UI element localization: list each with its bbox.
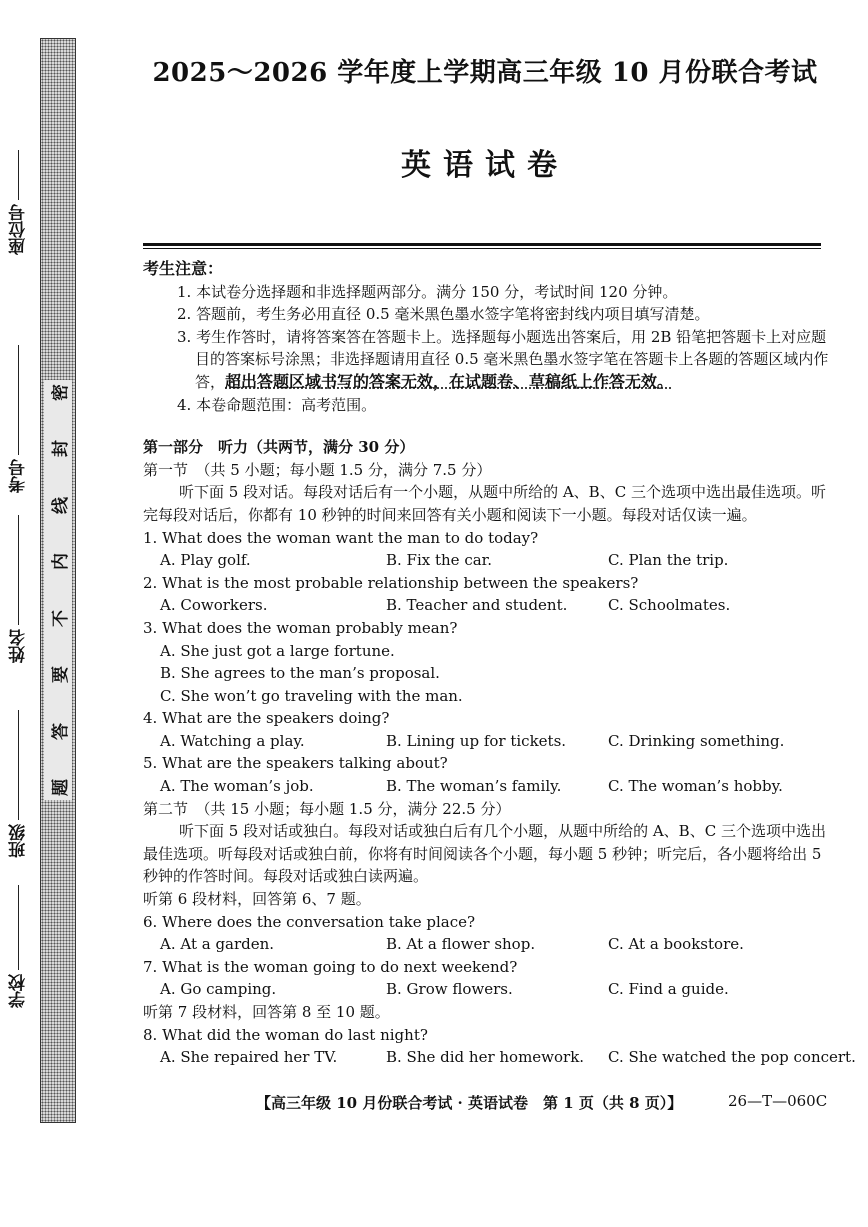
question: 6. Where does the conversation take place? [143, 912, 476, 931]
seal-char: 密 [50, 384, 71, 401]
part-heading: 第一部分 听力（共两节，满分 30 分） [143, 438, 415, 457]
name-field[interactable] [2, 515, 34, 663]
options-row [143, 933, 833, 956]
option-c[interactable]: C. Plan the trip. [608, 551, 729, 570]
option-b[interactable]: B. She did her homework. [386, 1048, 585, 1067]
question: 3. What does the woman probably mean? [143, 618, 458, 637]
option-c[interactable]: C. The woman’s hobby. [608, 777, 783, 796]
options-row [143, 594, 833, 617]
question: 7. What is the woman going to do next weekend? [143, 957, 518, 976]
exam-code: 26—T—060C [728, 1092, 828, 1110]
section-heading: 第一节 （共 5 小题；每小题 1.5 分，满分 7.5 分） [143, 460, 492, 479]
options-row [143, 978, 833, 1001]
seal-char: 要 [50, 666, 71, 684]
section-instructions: 听下面 5 段对话或独白。每段对话或独白后有几个小题，从题中所给的 A、B、C 三个选项中选出最佳选项。听每段对话或独白前，你将有时间阅读各个小题，每小题 5 秒钟；听完后，各小题将给出 5 秒钟的作答时间。每段对话或独白读两遍。 [143, 822, 826, 886]
notice-emphasis: 超出答题区域书写的答案无效，在试题卷、草稿纸上作答无效。 [225, 371, 674, 391]
option-a[interactable]: A. She repaired her TV. [160, 1048, 338, 1067]
option-b[interactable]: B. She agrees to the man’s proposal. [160, 664, 440, 683]
notice-item [143, 326, 833, 394]
material-note: 听第 6 段材料，回答第 6、7 题。 [143, 890, 371, 909]
option-b[interactable]: B. The woman’s family. [386, 777, 562, 796]
notice-item: 2. 答题前，考生务必用直径 0.5 毫米黑色墨水签字笔将密封线内项目填写清楚。 [177, 305, 710, 324]
option-a[interactable]: A. The woman’s job. [160, 777, 314, 796]
options-row [143, 549, 833, 572]
school-label: 学校 [8, 974, 29, 1008]
section-instructions: 听下面 5 段对话。每段对话后有一个小题，从题中所给的 A、B、C 三个选项中选出最佳选项。听完每段对话后，你都有 10 秒钟的时间来回答有关小题和阅读下一小题。每段对话仅读一遍。 [143, 483, 826, 524]
name-label: 姓名 [8, 629, 29, 663]
question: 1. What does the woman want the man to do today? [143, 528, 539, 547]
option-b[interactable]: B. Teacher and student. [386, 596, 568, 615]
options-row [143, 730, 833, 753]
option-a[interactable]: A. Coworkers. [160, 596, 268, 615]
class-field[interactable] [2, 710, 34, 858]
question: 4. What are the speakers doing? [143, 709, 390, 728]
class-label: 班级 [8, 824, 29, 858]
option-a[interactable]: A. Go camping. [160, 980, 277, 999]
option-c[interactable]: C. At a bookstore. [608, 935, 744, 954]
question: 2. What is the most probable relationship between the speakers? [143, 573, 639, 592]
option-c[interactable]: C. Find a guide. [608, 980, 729, 999]
option-c[interactable]: C. She watched the pop concert. [608, 1048, 856, 1067]
candidate-info-fields [2, 150, 34, 1010]
seal-char: 内 [50, 553, 71, 571]
seat-number-label: 座位号 [8, 204, 29, 255]
option-c[interactable]: C. Drinking something. [608, 731, 785, 750]
seal-char: 答 [50, 722, 71, 740]
page-content [143, 258, 856, 1069]
option-b[interactable]: B. At a flower shop. [386, 935, 536, 954]
notice-heading: 考生注意： [143, 259, 224, 278]
exam-title: 2025～2026 学年度上学期高三年级 10 月份联合考试 [152, 58, 818, 88]
options-row [143, 775, 833, 798]
option-b[interactable]: B. Fix the car. [386, 551, 492, 570]
seal-char: 题 [50, 778, 71, 796]
option-a[interactable]: A. She just got a large fortune. [160, 641, 395, 660]
seal-char: 线 [50, 496, 71, 514]
question: 8. What did the woman do last night? [143, 1025, 428, 1044]
section-heading: 第二节 （共 15 小题；每小题 1.5 分，满分 22.5 分） [143, 799, 511, 818]
options-row [143, 1046, 856, 1069]
notice-item-text: 3. 考生作答时，请将答案答在答题卡上。选择题每小题选出答案后，用 2B 铅笔把答题卡上对应题目的答案标号涂黑；非选择题请用直径 0.5 毫米黑色墨水签字笔在答题卡上各题的答题区域内作答， [177, 327, 829, 391]
school-field[interactable] [2, 885, 34, 1008]
option-b[interactable]: B. Lining up for tickets. [386, 731, 567, 750]
option-c[interactable]: C. Schoolmates. [608, 596, 731, 615]
option-b[interactable]: B. Grow flowers. [386, 980, 513, 999]
seat-number-field[interactable] [2, 150, 34, 255]
option-a[interactable]: A. Watching a play. [160, 731, 305, 750]
option-a[interactable]: A. Play golf. [160, 551, 251, 570]
exam-number-field[interactable] [2, 345, 34, 493]
seal-char: 不 [50, 609, 71, 627]
notice-item: 4. 本卷命题范围：高考范围。 [177, 395, 377, 414]
material-note: 听第 7 段材料，回答第 8 至 10 题。 [143, 1003, 390, 1021]
seal-line-text [44, 380, 72, 800]
exam-number-label: 考号 [8, 459, 29, 493]
header-rule [143, 243, 821, 246]
page-footer: 【高三年级 10 月份联合考试 · 英语试卷 第 1 页（共 8 页）】 [256, 1094, 683, 1112]
question: 5. What are the speakers talking about? [143, 754, 448, 773]
notice-item: 1. 本试卷分选择题和非选择题两部分。满分 150 分，考试时间 120 分钟。 [177, 282, 678, 301]
seal-char: 封 [50, 440, 71, 458]
option-c[interactable]: C. She won’t go traveling with the man. [160, 686, 463, 705]
exam-subtitle: 英语试卷 [401, 148, 569, 183]
option-a[interactable]: A. At a garden. [160, 935, 275, 954]
header-rule-thin [143, 248, 821, 249]
